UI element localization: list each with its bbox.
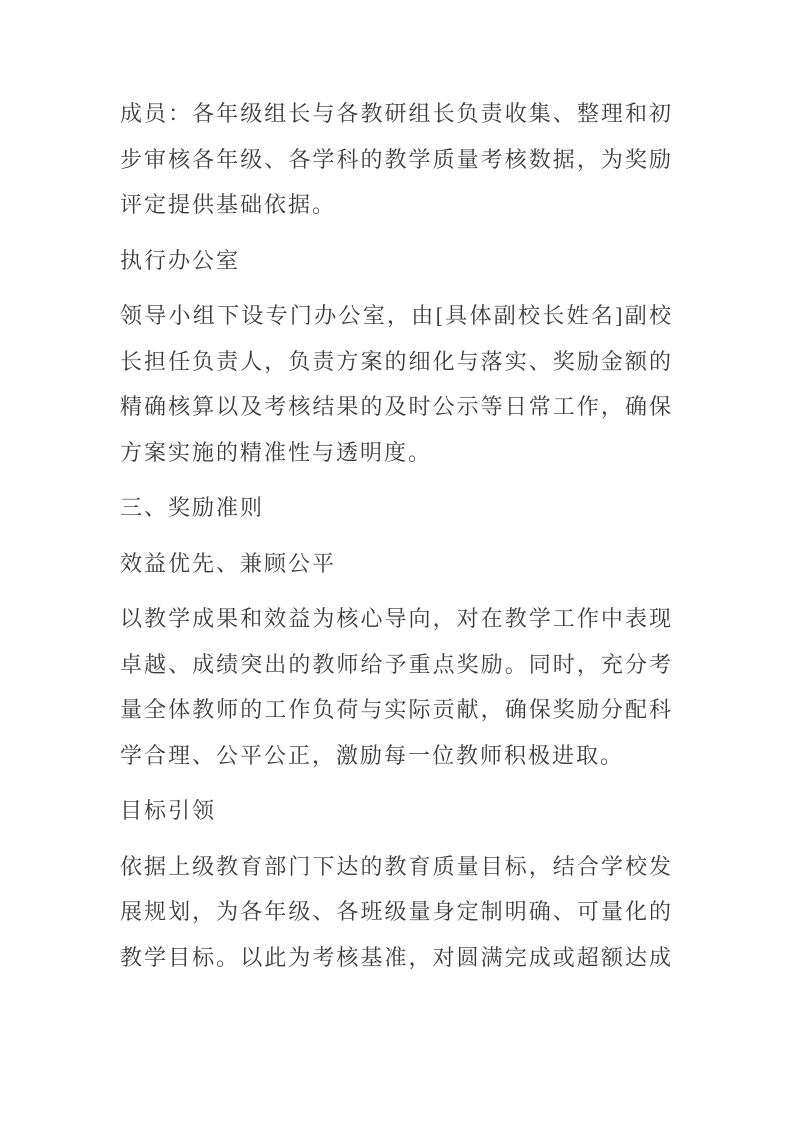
subsection-heading-goal-leading: 目标引领 — [120, 798, 217, 823]
text-line: 学合理、公平公正，激励每一位教师积极进取。 — [120, 742, 625, 768]
text-line: 领导小组下设专门办公室，由[具体副校长姓名]副校 — [120, 303, 673, 328]
paragraph — [120, 91, 673, 228]
text-line: 教学目标。以此为考核基准，对圆满完成或超额达成 — [120, 944, 673, 970]
text-line: 以教学成果和效益为核心导向，对在教学工作中表现 — [120, 606, 673, 631]
text-line: 评定提供基础依据。 — [120, 192, 337, 217]
paragraph — [120, 596, 673, 778]
document-body — [120, 91, 673, 990]
text-line: 精确核算以及考核结果的及时公示等日常工作，确保 — [120, 394, 673, 419]
paragraph — [120, 293, 673, 475]
subsection-heading-benefit-first: 效益优先、兼顾公平 — [120, 550, 337, 576]
text-line: 依据上级教育部门下达的教育质量目标，结合学校发 — [120, 853, 673, 879]
text-line: 步审核各年级、各学科的教学质量考核数据，为奖励 — [120, 146, 673, 172]
text-line: 卓越、成绩突出的教师给予重点奖励。同时，充分考 — [120, 651, 673, 677]
text-line: 成员：各年级组长与各教研组长负责收集、整理和初 — [120, 101, 673, 126]
text-line: 展规划，为各年级、各班级量身定制明确、可量化的 — [120, 899, 673, 924]
paragraph — [120, 844, 673, 981]
text-line: 长担任负责人，负责方案的细化与落实、奖励金额的 — [120, 348, 673, 374]
section-heading-reward-principles: 三、奖励准则 — [120, 495, 265, 520]
text-line: 量全体教师的工作负荷与实际贡献，确保奖励分配科 — [120, 697, 673, 722]
section-heading-executive-office: 执行办公室 — [120, 247, 241, 273]
text-line: 方案实施的精准性与透明度。 — [120, 439, 433, 465]
